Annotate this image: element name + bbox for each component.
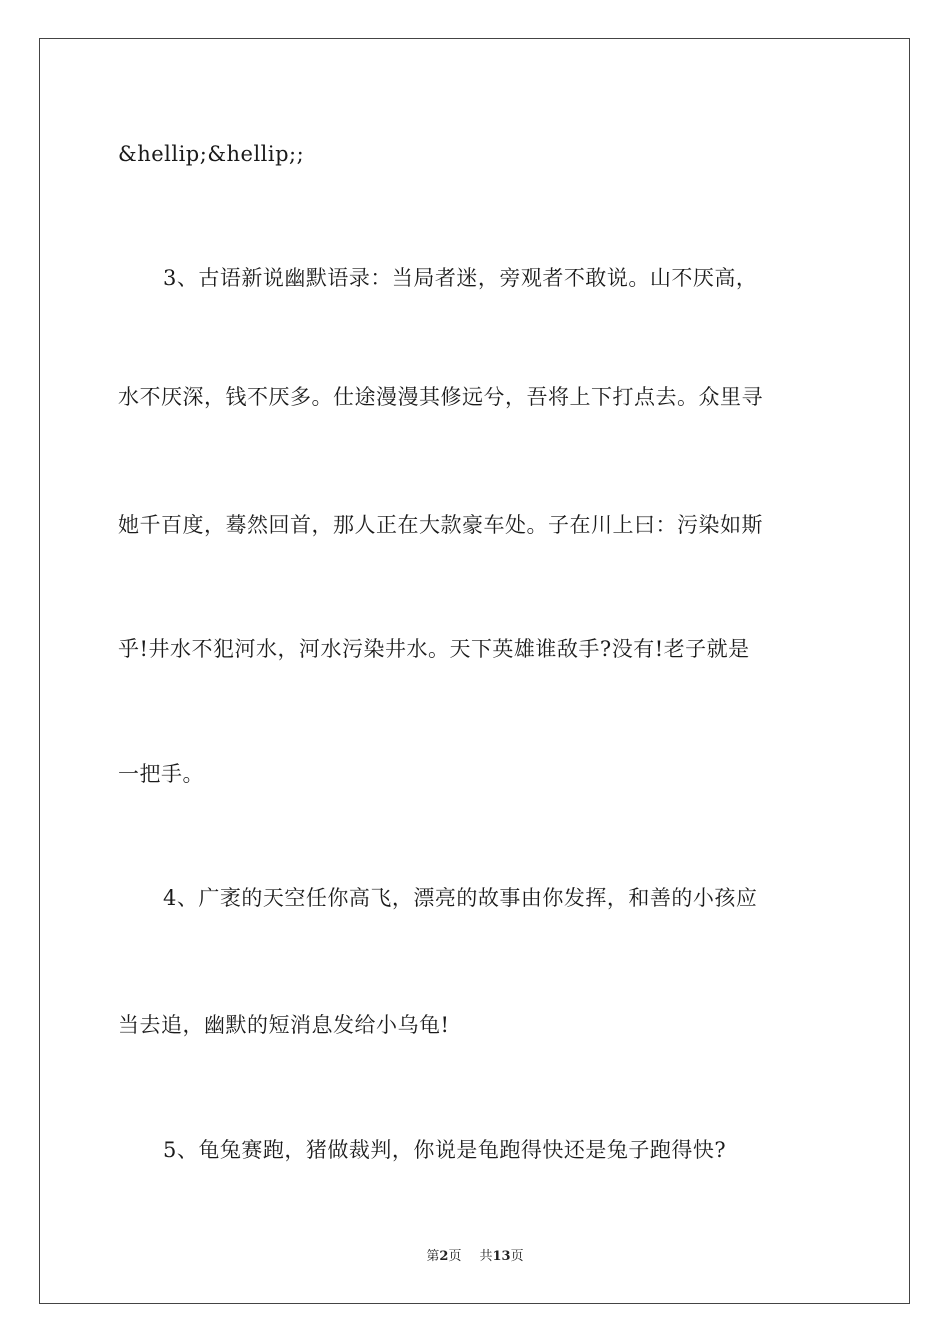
paragraph-4-line-1: 4、广袤的天空任你高飞，漂亮的故事由你发挥，和善的小孩应 (163, 886, 758, 910)
total-suffix: 页 (510, 1249, 524, 1264)
paragraph-5-line-1: 5、龟兔赛跑，猪做裁判，你说是龟跑得快还是兔子跑得快? (163, 1138, 727, 1162)
paragraph-3-line-2: 水不厌深，钱不厌多。仕途漫漫其修远兮，吾将上下打点去。众里寻 (118, 385, 763, 409)
paragraph-3-line-1: 3、古语新说幽默语录：当局者迷，旁观者不敢说。山不厌高， (163, 266, 758, 290)
total-pages: 13 (492, 1249, 511, 1264)
paragraph-3-line-5: 一把手。 (118, 762, 204, 786)
page-prefix: 第 (426, 1249, 440, 1264)
paragraph-4-line-2: 当去追，幽默的短消息发给小乌龟! (118, 1013, 450, 1037)
total-prefix: 共 (479, 1249, 493, 1264)
page-border (39, 38, 910, 1304)
page-suffix: 页 (448, 1249, 462, 1264)
paragraph-3-line-4: 乎!井水不犯河水，河水污染井水。天下英雄谁敌手?没有!老子就是 (118, 637, 750, 661)
paragraph-3-line-3: 她千百度，蓦然回首，那人正在大款豪车处。子在川上曰：污染如斯 (118, 513, 763, 537)
page-number: 2 (439, 1249, 449, 1264)
page-footer (0, 1248, 950, 1266)
text-line-hellip: &hellip;&hellip;; (118, 142, 305, 166)
